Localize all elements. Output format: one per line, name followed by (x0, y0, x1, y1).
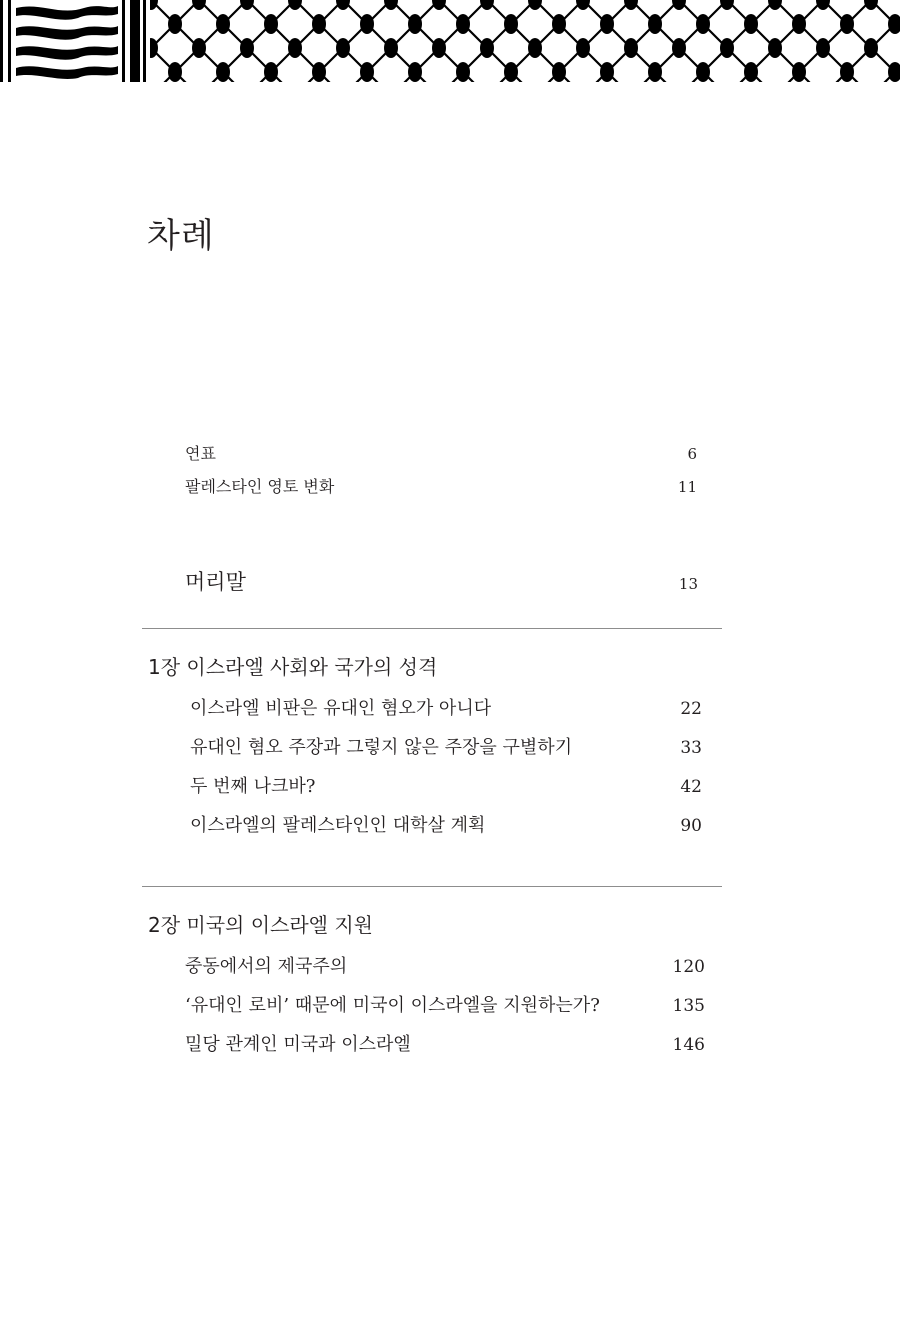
entry-page-number: 33 (680, 738, 702, 758)
fishnet-pattern (150, 0, 900, 82)
toc-entry-territory-change[interactable] (185, 474, 697, 497)
chapter-1-heading: 1장 이스라엘 사회와 국가의 성격 (148, 655, 438, 679)
entry-label: ‘유대인 로비’ 때문에 미국이 이스라엘을 지원하는가? (185, 995, 600, 1016)
entry-page-number: 42 (680, 777, 702, 797)
entry-label: 연표 (185, 444, 216, 463)
toc-entry[interactable] (190, 733, 702, 772)
toc-entry[interactable] (185, 1030, 705, 1069)
chapter-2-heading: 2장 미국의 이스라엘 지원 (148, 913, 373, 937)
entry-page-number: 146 (672, 1035, 705, 1055)
page-title: 차례 (147, 216, 215, 256)
entry-page-number: 90 (680, 816, 702, 836)
entry-page-number: 22 (680, 699, 702, 719)
keffiyeh-pattern-banner (0, 0, 900, 84)
entry-label: 밀당 관계인 미국과 이스라엘 (185, 1034, 411, 1055)
entry-label: 중동에서의 제국주의 (185, 956, 348, 977)
entry-label: 이스라엘 비판은 유대인 혐오가 아니다 (190, 698, 492, 719)
toc-entry-preface[interactable] (185, 566, 698, 596)
section-divider (142, 886, 722, 887)
entry-label: 이스라엘의 팔레스타인인 대학살 계획 (190, 815, 486, 836)
entry-page-number: 13 (678, 575, 698, 593)
entry-label: 팔레스타인 영토 변화 (185, 477, 335, 496)
toc-entry[interactable] (190, 811, 702, 850)
entry-label: 머리말 (185, 570, 246, 594)
toc-entry-chronology[interactable] (185, 441, 697, 464)
entry-page-number: 6 (687, 445, 697, 463)
toc-entry[interactable] (185, 952, 705, 991)
section-divider (142, 628, 722, 629)
entry-label: 두 번째 나크바? (190, 776, 316, 797)
chapter-1-entries (190, 694, 702, 850)
entry-page-number: 120 (672, 957, 705, 977)
toc-entry[interactable] (190, 772, 702, 811)
toc-entry[interactable] (190, 694, 702, 733)
toc-entry[interactable] (185, 991, 705, 1030)
entry-label: 유대인 혐오 주장과 그렇지 않은 주장을 구별하기 (190, 737, 573, 758)
chapter-2-entries (185, 952, 705, 1069)
entry-page-number: 11 (677, 478, 697, 496)
entry-page-number: 135 (672, 996, 705, 1016)
